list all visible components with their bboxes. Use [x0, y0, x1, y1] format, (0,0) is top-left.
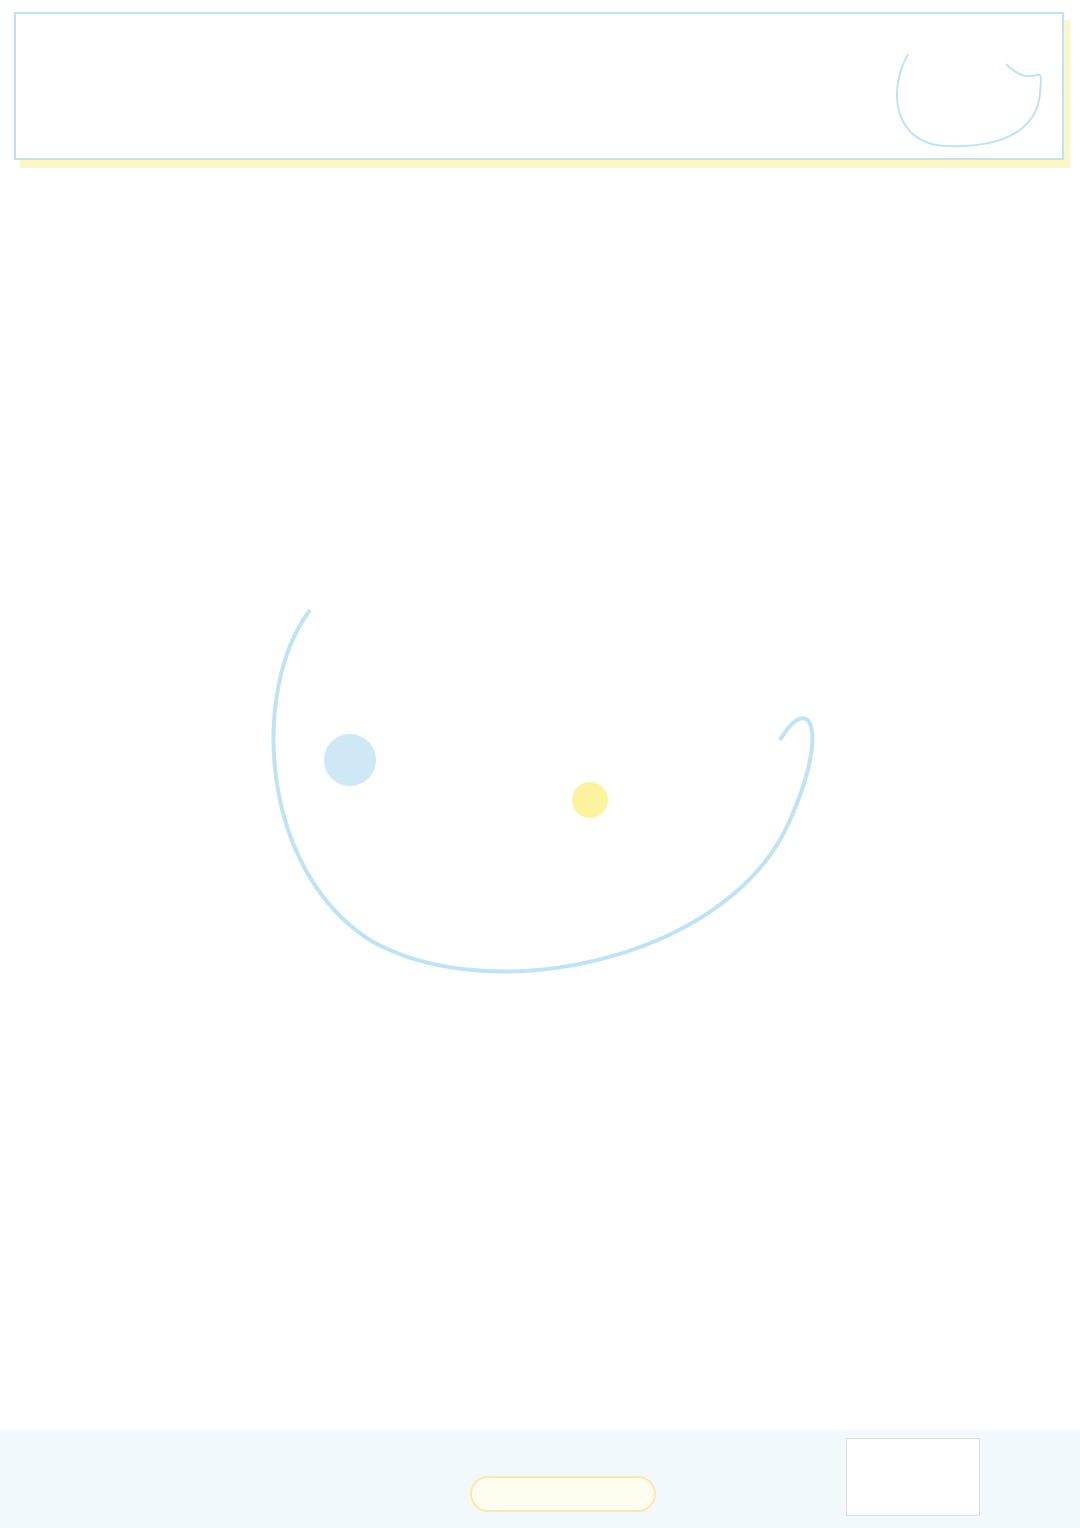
logo-wave-icon — [886, 34, 1046, 154]
qr-code-icon[interactable] — [760, 1440, 832, 1512]
watermark — [250, 570, 830, 990]
header-panel — [14, 12, 1064, 160]
brand-name — [470, 1476, 656, 1512]
qr-caption — [846, 1438, 980, 1516]
brand-logo[interactable] — [430, 1430, 660, 1520]
header-logo — [886, 34, 1046, 154]
footer-bar — [0, 1430, 1080, 1528]
